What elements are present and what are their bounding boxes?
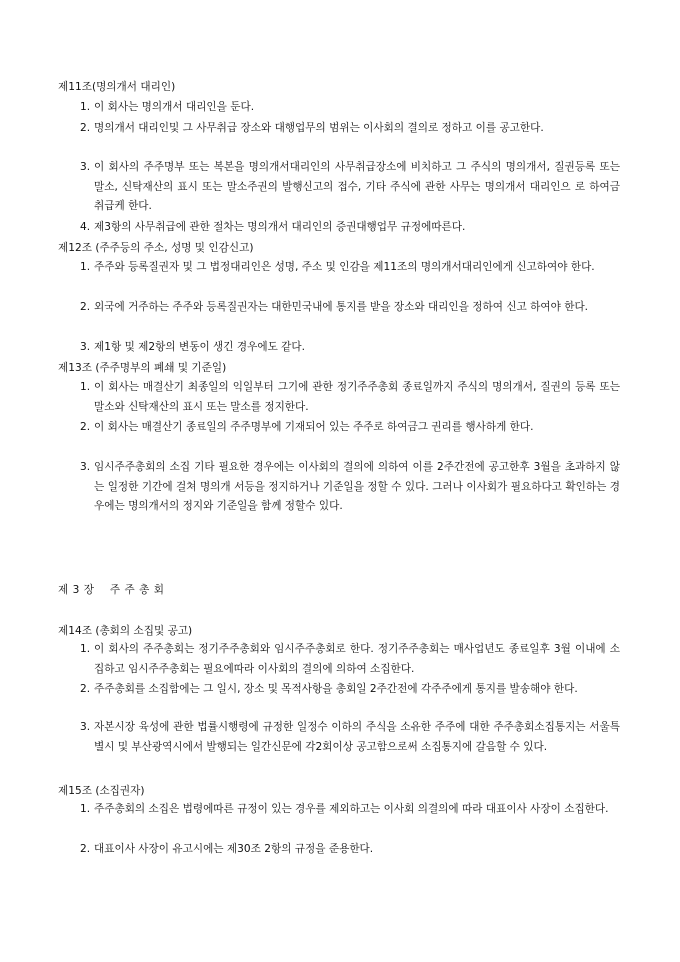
- item-text: 주주총회의 소집은 법령에따른 규정이 있는 경우를 제외하고는 이사회 의결의에 따라 대표이사 사장이 소집한다.: [94, 803, 609, 815]
- article-12-heading: 제12조 (주주등의 주소, 성명 및 인감신고): [58, 242, 254, 254]
- item-text: 주주와 등록질권자 및 그 법정대리인은 성명, 주소 및 인감을 제11조의 명의개서대리인에게 신고하여야 한다.: [94, 261, 595, 273]
- article-11-item-3: [80, 158, 620, 217]
- article-12-item-1: [80, 258, 620, 278]
- article-13-heading: 제13조 (주주명부의 폐쇄 및 기준일): [58, 362, 227, 374]
- chapter-title: 제 3 장 주 주 총 회: [58, 584, 165, 596]
- item-number: 1.: [80, 261, 91, 273]
- item-number: 2.: [80, 122, 91, 134]
- article-11-item-4: [80, 218, 620, 238]
- article-14-item-3: [80, 718, 620, 757]
- article-11-heading: 제11조(명의개서 대리인): [58, 81, 176, 93]
- article-12-item-3: [80, 338, 620, 358]
- article-11-item-2: [80, 119, 620, 139]
- item-text: 임시주주총회의 소집 기타 필요한 경우에는 이사회의 결의에 의하여 이를 2주간전에 공고한후 3월을 초과하지 않는 일정한 기간에 걸쳐 명의개 서등을 정지하거나 기준일을 정할 수 있다. 그러나 이사회가 필요하다고 확인하는 경우에는 명의개서의 정지와 기준일을 함께 정할수 있다.: [94, 461, 620, 512]
- item-text: 명의개서 대리인및 그 사무취급 장소와 대행업무의 범위는 이사회의 결의로 정하고 이를 공고한다.: [94, 122, 544, 134]
- article-13-item-1: [80, 378, 620, 417]
- item-text: 이 회사는 매결산기 최종일의 익일부터 그기에 관한 정기주주총회 종료일까지 주식의 명의개서, 질권의 등록 또는 말소와 신탁재산의 표시 또는 말소를 정지한다.: [94, 381, 620, 413]
- item-number: 1.: [80, 101, 91, 113]
- item-number: 2.: [80, 421, 91, 433]
- item-text: 이 회사는 명의개서 대리인을 둔다.: [94, 101, 255, 113]
- item-number: 3.: [80, 721, 91, 733]
- item-number: 1.: [80, 643, 91, 655]
- item-text: 주주총회를 소집함에는 그 일시, 장소 및 목적사항을 총회일 2주간전에 각주주에게 통지를 발송해야 한다.: [94, 683, 578, 695]
- item-number: 4.: [80, 221, 91, 233]
- item-text: 대표이사 사장이 유고시에는 제30조 2항의 규정을 준용한다.: [94, 843, 374, 855]
- item-number: 3.: [80, 161, 91, 173]
- article-15-item-1: [80, 800, 620, 820]
- item-number: 2.: [80, 683, 91, 695]
- article-14-item-2: [80, 680, 620, 700]
- item-number: 1.: [80, 803, 91, 815]
- item-text: 외국에 거주하는 주주와 등록질권자는 대한민국내에 통지를 받을 장소와 대리인을 정하여 신고 하여야 한다.: [94, 301, 589, 313]
- article-13-item-2: [80, 418, 620, 438]
- article-14-heading: 제14조 (총회의 소집및 공고): [58, 625, 193, 637]
- article-13-item-3: [80, 458, 620, 517]
- item-text: 이 회사는 매결산기 종료일의 주주명부에 기재되어 있는 주주로 하여금그 권리를 행사하게 한다.: [94, 421, 534, 433]
- item-number: 2.: [80, 301, 91, 313]
- item-text: 제3항의 사무취급에 관한 절차는 명의개서 대리인의 증권대행업무 규정에따른다.: [94, 221, 466, 233]
- item-number: 2.: [80, 843, 91, 855]
- item-number: 1.: [80, 381, 91, 393]
- article-15-heading: 제15조 (소집권자): [58, 785, 145, 797]
- item-text: 이 회사의 주주명부 또는 복본을 명의개서대리인의 사무취급장소에 비치하고 그 주식의 명의개서, 질권등록 또는 말소, 신탁재산의 표시 또는 말소주권의 발행신고의 접수, 기타 주식에 관한 사무는 명의개서 대리인으 로 하여금 취급케 한다.: [94, 161, 620, 212]
- article-14-item-1: [80, 640, 620, 679]
- article-12-item-2: [80, 298, 620, 318]
- item-number: 3.: [80, 341, 91, 353]
- item-text: 제1항 및 제2항의 변동이 생긴 경우에도 같다.: [94, 341, 306, 353]
- item-text: 이 회사의 주주총회는 정기주주총회와 임시주주총회로 한다. 정기주주총회는 매사업년도 종료일후 3월 이내에 소집하고 임시주주총회는 필요에따라 이사회의 결의에 의하여 소집한다.: [94, 643, 620, 675]
- item-number: 3.: [80, 461, 91, 473]
- article-11-item-1: [80, 98, 620, 118]
- article-15-item-2: [80, 840, 620, 860]
- item-text: 자본시장 육성에 관한 법률시행령에 규정한 일정수 이하의 주식을 소유한 주주에 대한 주주총회소집통지는 서울특별시 및 부산광역시에서 발행되는 일간신문에 각2회이상 공고함으로써 소집통지에 갈음할 수 있다.: [94, 721, 620, 753]
